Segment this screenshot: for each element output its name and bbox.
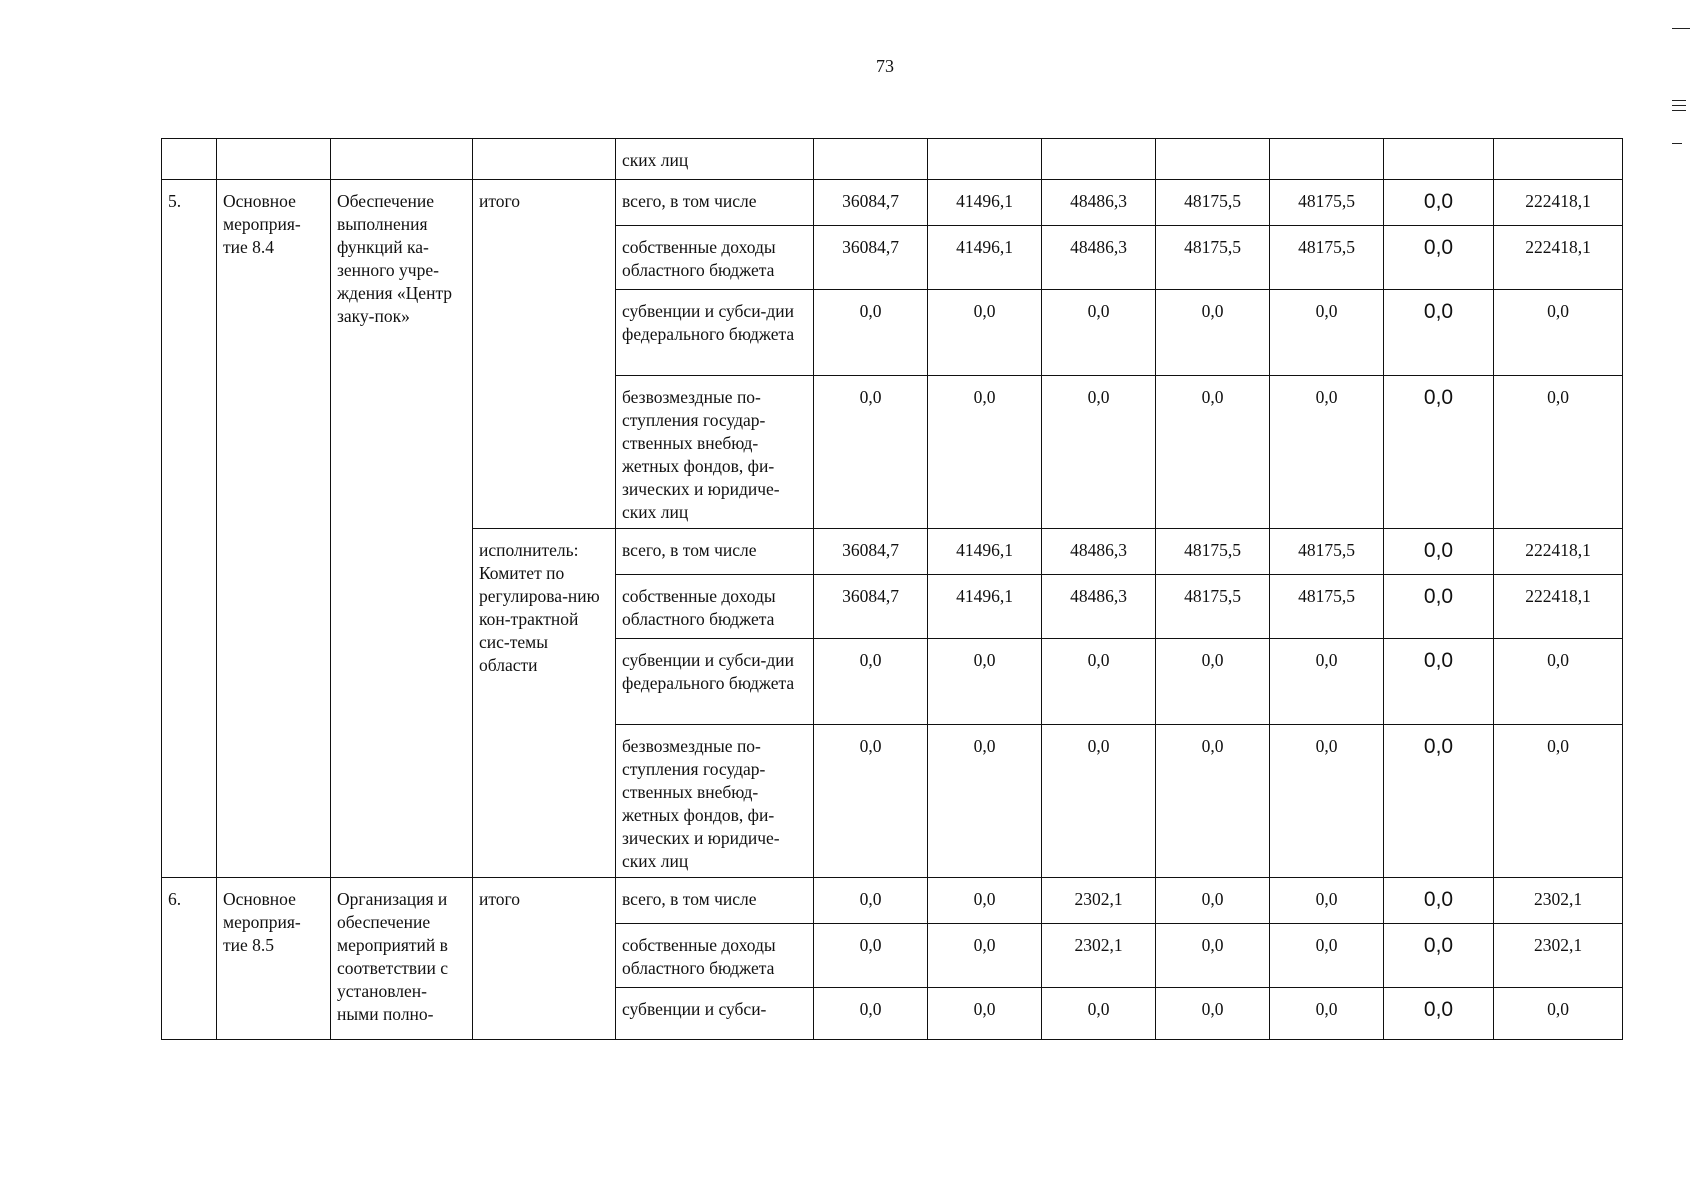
funding-source-cell: субвенции и субси-дии федерального бюджета: [616, 639, 814, 725]
value-cell: 2302,1: [1042, 924, 1156, 988]
program-name-cell: Обеспечение выполнения функций ка-зенного учре-ждения «Центр заку-пок»: [331, 180, 473, 878]
funding-source-cell: субвенции и субси-дии федерального бюджета: [616, 290, 814, 376]
empty-cell: [162, 139, 217, 180]
value-cell: 0,0: [1384, 639, 1494, 725]
value-cell: 41496,1: [928, 575, 1042, 639]
value-cell: 48175,5: [1270, 575, 1384, 639]
funding-source-cell: безвозмездные по-ступления государ-ственных внебюд-жетных фондов, фи-зических и юридиче-ских лиц: [616, 376, 814, 529]
value-cell: 0,0: [928, 376, 1042, 529]
funding-source-cell: всего, в том числе: [616, 529, 814, 575]
empty-cell: [331, 139, 473, 180]
value-cell: 0,0: [1042, 725, 1156, 878]
value-cell: 48486,3: [1042, 226, 1156, 290]
table-row: [162, 878, 1623, 924]
value-cell: 0,0: [928, 988, 1042, 1040]
value-cell: 0,0: [1156, 725, 1270, 878]
value-cell: 0,0: [1156, 290, 1270, 376]
empty-cell: [1494, 139, 1623, 180]
value-cell: 222418,1: [1494, 575, 1623, 639]
value-cell: 41496,1: [928, 226, 1042, 290]
value-cell: 0,0: [1384, 924, 1494, 988]
scan-edge-marks: [1668, 18, 1692, 158]
value-cell: 0,0: [814, 376, 928, 529]
value-cell: 222418,1: [1494, 226, 1623, 290]
value-cell: 0,0: [814, 878, 928, 924]
value-cell: 0,0: [1156, 376, 1270, 529]
value-cell: 0,0: [1042, 290, 1156, 376]
value-cell: 48175,5: [1270, 529, 1384, 575]
funding-source-cell: всего, в том числе: [616, 180, 814, 226]
page-number: 73: [876, 56, 894, 76]
value-cell: 222418,1: [1494, 529, 1623, 575]
value-cell: 0,0: [1384, 988, 1494, 1040]
value-cell: 0,0: [1042, 639, 1156, 725]
value-cell: 0,0: [1384, 290, 1494, 376]
empty-cell: [928, 139, 1042, 180]
value-cell: 36084,7: [814, 226, 928, 290]
value-cell: 0,0: [928, 725, 1042, 878]
value-cell: 48175,5: [1156, 575, 1270, 639]
value-cell: 0,0: [1270, 988, 1384, 1040]
value-cell: 48486,3: [1042, 529, 1156, 575]
value-cell: 36084,7: [814, 180, 928, 226]
value-cell: 48175,5: [1270, 180, 1384, 226]
value-cell: 36084,7: [814, 575, 928, 639]
row-number-cell: 5.: [162, 180, 217, 878]
value-cell: 0,0: [1494, 725, 1623, 878]
empty-cell: [1042, 139, 1156, 180]
value-cell: 0,0: [928, 878, 1042, 924]
value-cell: 48486,3: [1042, 575, 1156, 639]
value-cell: 0,0: [928, 639, 1042, 725]
responsible-cell: итого: [473, 878, 616, 1040]
value-cell: 0,0: [1270, 290, 1384, 376]
program-name-cell: Организация и обеспечение мероприятий в соответствии с установлен-ными полно-: [331, 878, 473, 1040]
funding-source-cell: собственные доходы областного бюджета: [616, 575, 814, 639]
funding-source-cell: собственные доходы областного бюджета: [616, 226, 814, 290]
value-cell: 0,0: [1384, 575, 1494, 639]
value-cell: 0,0: [1270, 725, 1384, 878]
row-number-cell: 6.: [162, 878, 217, 1040]
value-cell: 0,0: [1384, 180, 1494, 226]
funding-source-cell: субвенции и субси-: [616, 988, 814, 1040]
value-cell: 0,0: [1156, 924, 1270, 988]
funding-source-cell: собственные доходы областного бюджета: [616, 924, 814, 988]
empty-cell: [217, 139, 331, 180]
value-cell: 0,0: [814, 639, 928, 725]
value-cell: 48175,5: [1156, 529, 1270, 575]
value-cell: 2302,1: [1494, 878, 1623, 924]
value-cell: 48175,5: [1270, 226, 1384, 290]
value-cell: 0,0: [1156, 639, 1270, 725]
value-cell: 0,0: [1494, 639, 1623, 725]
value-cell: 0,0: [1494, 376, 1623, 529]
value-cell: 48175,5: [1156, 226, 1270, 290]
funding-source-cell: всего, в том числе: [616, 878, 814, 924]
value-cell: 0,0: [928, 290, 1042, 376]
continuation-cell: ских лиц: [616, 139, 814, 180]
value-cell: 0,0: [1270, 376, 1384, 529]
value-cell: 0,0: [1384, 529, 1494, 575]
value-cell: 0,0: [1042, 988, 1156, 1040]
event-cell: Основное мероприя-тие 8.5: [217, 878, 331, 1040]
value-cell: 0,0: [814, 924, 928, 988]
budget-table: [161, 138, 1623, 1040]
continuation-row: [162, 139, 1623, 180]
value-cell: 0,0: [1384, 878, 1494, 924]
value-cell: 0,0: [1384, 376, 1494, 529]
responsible-cell: исполнитель: Комитет по регулирова-нию кон-трактной сис-темы области: [473, 529, 616, 878]
value-cell: 48486,3: [1042, 180, 1156, 226]
value-cell: 41496,1: [928, 529, 1042, 575]
value-cell: 0,0: [1270, 639, 1384, 725]
value-cell: 2302,1: [1494, 924, 1623, 988]
value-cell: 2302,1: [1042, 878, 1156, 924]
value-cell: 0,0: [1384, 226, 1494, 290]
value-cell: 0,0: [814, 988, 928, 1040]
empty-cell: [1156, 139, 1270, 180]
value-cell: 0,0: [1042, 376, 1156, 529]
funding-source-cell: безвозмездные по-ступления государ-ственных внебюд-жетных фондов, фи-зических и юридиче-ских лиц: [616, 725, 814, 878]
table-row: [162, 180, 1623, 226]
value-cell: 0,0: [1156, 878, 1270, 924]
value-cell: 0,0: [814, 725, 928, 878]
responsible-cell: итого: [473, 180, 616, 529]
value-cell: 0,0: [928, 924, 1042, 988]
value-cell: 41496,1: [928, 180, 1042, 226]
empty-cell: [1270, 139, 1384, 180]
empty-cell: [473, 139, 616, 180]
value-cell: 0,0: [1384, 725, 1494, 878]
event-cell: Основное мероприя-тие 8.4: [217, 180, 331, 878]
value-cell: 0,0: [1494, 290, 1623, 376]
value-cell: 0,0: [1270, 924, 1384, 988]
value-cell: 0,0: [1494, 988, 1623, 1040]
empty-cell: [1384, 139, 1494, 180]
value-cell: 222418,1: [1494, 180, 1623, 226]
value-cell: 48175,5: [1156, 180, 1270, 226]
value-cell: 0,0: [1156, 988, 1270, 1040]
value-cell: 0,0: [1270, 878, 1384, 924]
value-cell: 36084,7: [814, 529, 928, 575]
value-cell: 0,0: [814, 290, 928, 376]
empty-cell: [814, 139, 928, 180]
